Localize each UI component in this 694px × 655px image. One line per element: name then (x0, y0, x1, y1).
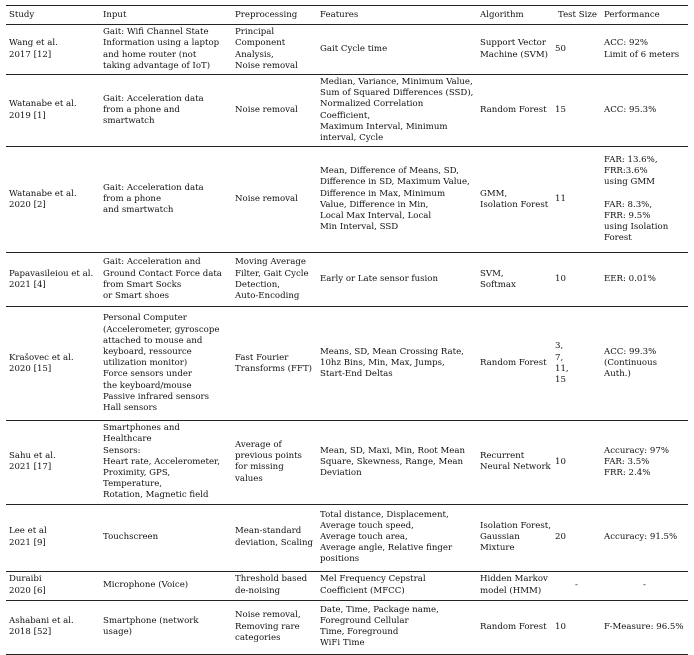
table-row (6, 421, 688, 504)
cell-performance: Accuracy: 91.5% (604, 532, 678, 543)
table-row (6, 307, 688, 421)
cell-input: Gait: Acceleration and Ground Contact Force data from Smart Socks or Smart shoes (103, 257, 222, 301)
table-row (6, 504, 688, 571)
table-row (6, 571, 688, 600)
cell-performance: ACC: 95.3% (604, 105, 657, 116)
cell-preprocessing: Noise removal (235, 105, 298, 116)
header-algorithm: Algorithm (480, 10, 524, 20)
cell-test-size: - (575, 580, 578, 591)
cell-performance: ACC: 92% Limit of 6 meters (604, 38, 680, 60)
cell-test-size: 3, 7, 11, 15 (555, 341, 569, 385)
cell-study: Krašovec et al. 2020 [15] (9, 352, 74, 374)
cell-features: Date, Time, Package name, Foreground Cellular Time, Foreground WiFi Time (320, 604, 439, 649)
table-row (6, 253, 688, 307)
cell-algorithm: GMM, Isolation Forest (480, 188, 549, 210)
cell-test-size: 20 (555, 532, 566, 543)
cell-preprocessing: Moving Average Filter, Gait Cycle Detection, Auto-Encoding (235, 257, 309, 301)
cell-algorithm: Random Forest (480, 358, 547, 369)
cell-test-size: 11 (555, 194, 566, 205)
cell-algorithm: SVM, Softmax (480, 268, 516, 290)
cell-preprocessing: Fast Fourier Transforms (FFT) (235, 352, 313, 374)
table-header-row (6, 6, 688, 25)
cell-test-size: 10 (555, 621, 566, 632)
header-test-size: Test Size (558, 10, 597, 20)
header-input: Input (103, 10, 127, 20)
cell-study: Sahu et al. 2021 [17] (9, 451, 56, 473)
header-preprocessing: Preprocessing (235, 10, 298, 20)
cell-test-size: 10 (555, 456, 566, 467)
cell-input: Gait: Wifi Channel State Information using a laptop and home router (not taking advantage of IoT) (103, 27, 220, 71)
cell-input: Touchscreen (103, 532, 159, 543)
cell-preprocessing: Threshold based de-noising (235, 574, 308, 596)
cell-study: Watanabe et al. 2020 [2] (9, 188, 77, 210)
cell-preprocessing: Noise removal (235, 194, 298, 205)
cell-features: Gait Cycle time (320, 44, 388, 54)
cell-study: Lee et al 2021 [9] (9, 526, 47, 548)
cell-features: Mean, SD, Maxi, Min, Root Mean Square, Skewness, Range, Mean Deviation (320, 445, 466, 479)
cell-input: Personal Computer (Accelerometer, gyroscope attached to mouse and keyboard, ressource utilization monitor) Force sensors under the keyboard/mouse Passive infrared sensors Hall sensors (103, 313, 220, 413)
cell-input: Smartphone (network usage) (103, 615, 199, 638)
cell-performance: Accuracy: 97% FAR: 3.5% FRR: 2.4% (604, 445, 669, 479)
cell-test-size: 15 (555, 105, 566, 116)
cell-input: Microphone (Voice) (103, 580, 189, 591)
cell-features: Early or Late sensor fusion (320, 274, 438, 285)
table-row (6, 600, 688, 654)
header-study: Study (9, 10, 35, 20)
cell-preprocessing: Average of previous points for missing values (235, 440, 302, 484)
cell-study: Papavasileiou et al. 2021 [4] (9, 268, 94, 290)
cell-algorithm: Random Forest (480, 621, 547, 632)
header-features: Features (320, 10, 359, 20)
cell-features: Means, SD, Mean Crossing Rate, 10hz Bins, Min, Max, Jumps, Start-End Deltas (320, 346, 464, 380)
table-row (6, 25, 688, 75)
cell-study: Watanabe et al. 2019 [1] (9, 99, 77, 121)
cell-features: Median, Variance, Minimum Value, Sum of Squared Differences (SSD), Normalized Correlation Coefficient, Maximum Interval, Minimum interval, Cycle (320, 77, 474, 144)
cell-features: Mean, Difference of Means, SD, Difference in SD, Maximum Value, Difference in Max, Minimum Value, Difference in Min, Local Max Interval, Local Min Interval, SSD (320, 166, 470, 233)
cell-performance: - (643, 580, 646, 591)
cell-preprocessing: Principal Component Analysis, Noise removal (235, 27, 298, 71)
cell-test-size: 10 (555, 274, 566, 285)
cell-preprocessing: Mean-standard deviation, Scaling (235, 526, 314, 548)
cell-performance: F-Measure: 96.5% (604, 621, 684, 632)
cell-input: Gait: Acceleration data from a phone and smartwatch (103, 182, 204, 216)
cell-algorithm: Hidden Markov model (HMM) (480, 574, 548, 596)
header-performance: Performance (604, 10, 660, 20)
cell-features: Mel Frequency Cepstral Coefficient (MFCC) (320, 574, 426, 596)
cell-study: Wang et al. 2017 [12] (9, 38, 58, 60)
cell-algorithm: Random Forest (480, 105, 547, 116)
cell-algorithm: Recurrent Neural Network (480, 451, 551, 473)
cell-study: Duraibi 2020 [6] (9, 574, 46, 596)
cell-input: Gait: Acceleration data from a phone and smartwatch (103, 93, 204, 127)
cell-test-size: 50 (555, 44, 566, 54)
cell-algorithm: Isolation Forest, Gaussian Mixture (480, 520, 551, 554)
cell-features: Total distance, Displacement, Average touch speed, Average touch area, Average angle, Relative finger positions (320, 509, 453, 565)
cell-performance: FAR: 13.6%, FRR:3.6% using GMM FAR: 8.3%, FRR: 9.5% using Isolation Forest (604, 154, 669, 244)
table-row (6, 147, 688, 253)
cell-performance: EER: 0.01% (604, 274, 656, 285)
table-row (6, 75, 688, 147)
cell-study: Ashabani et al. 2018 [52] (9, 615, 74, 638)
cell-input: Smartphones and Healthcare Sensors: Heart rate, Accelerometer, Proximity, GPS, Temperature, Rotation, Magnetic field (103, 423, 220, 501)
cell-performance: ACC: 99.3% (Continuous Auth.) (604, 346, 658, 380)
comparison-table (6, 5, 688, 655)
cell-preprocessing: Noise removal, Removing rare categories (235, 610, 301, 643)
cell-algorithm: Support Vector Machine (SVM) (480, 38, 548, 60)
